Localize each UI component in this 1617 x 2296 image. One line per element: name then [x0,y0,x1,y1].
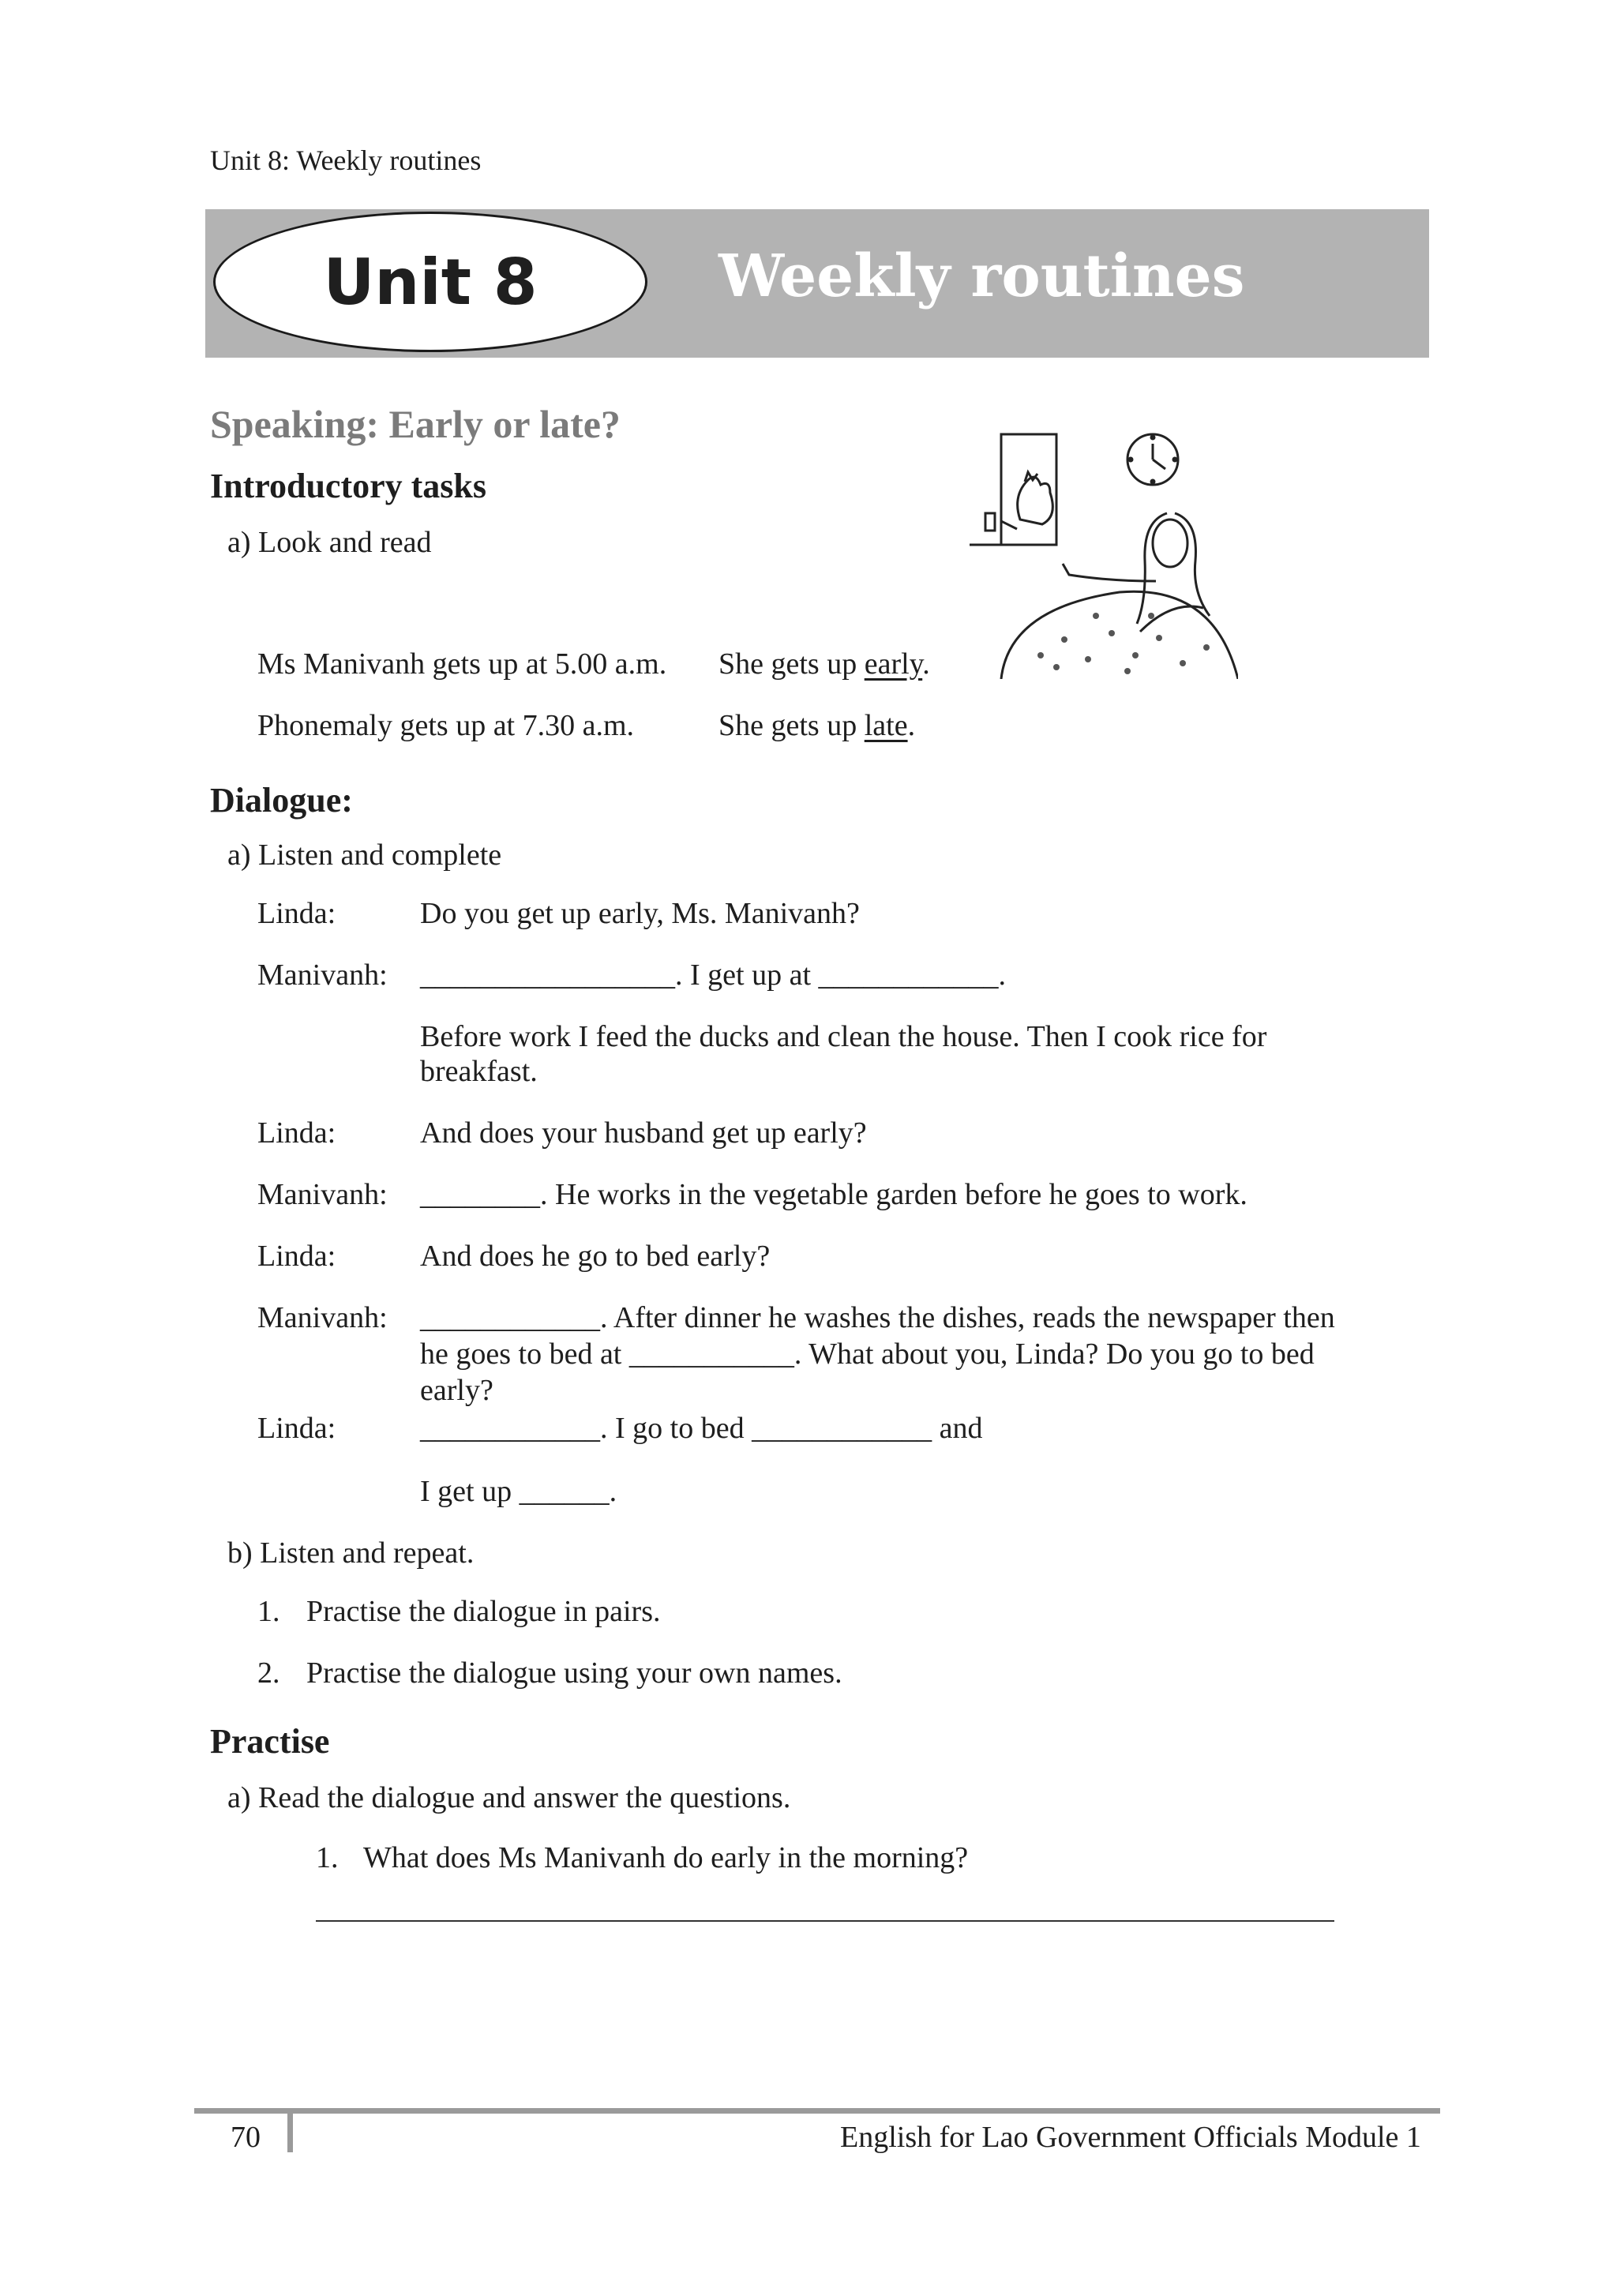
list-item: Practise the dialogue in pairs. [306,1595,661,1628]
window-frame [1001,434,1056,545]
footer-divider [287,2113,293,2152]
task-read-answer: a) Read the dialogue and answer the questions. [227,1781,791,1814]
dialogue-line: ____________. After dinner he washes the dishes, reads the newspaper then [420,1301,1335,1334]
speaker-manivanh: Manivanh: [257,959,388,992]
dialogue-line-cont: early? [420,1374,493,1407]
unit-oval [213,212,647,352]
list-number: 1. [257,1595,280,1628]
unit-banner [205,209,1429,358]
answer-line[interactable] [316,1920,1334,1922]
speaker-linda: Linda: [257,1116,336,1150]
footer-rule [194,2108,1440,2114]
unit-number: Unit 8 [323,245,538,319]
woman-waking-illustration [970,426,1238,679]
sentence-2-right: She gets up late. [718,709,916,742]
running-head: Unit 8: Weekly routines [210,144,482,176]
list-item: Practise the dialogue using your own names. [306,1656,842,1690]
task-listen-complete: a) Listen and complete [227,838,502,872]
speaker-manivanh: Manivanh: [257,1301,388,1334]
dialogue-line: And does your husband get up early? [420,1116,867,1150]
clock-icon [1127,434,1178,485]
speaker-linda: Linda: [257,1412,336,1445]
speaker-linda: Linda: [257,897,336,930]
rooster-icon [985,472,1052,531]
word-late: late [864,709,908,742]
dialogue-line: I get up ______. [420,1475,617,1508]
dialogue-line: _________________. I get up at ____________. [420,959,1007,992]
dialogue-line: Do you get up early, Ms. Manivanh? [420,897,860,930]
task-look-read: a) Look and read [227,526,432,559]
practise-heading: Practise [210,1722,330,1761]
dialogue-line: ________. He works in the vegetable garden before he goes to work. [420,1178,1247,1211]
dialogue-line: Before work I feed the ducks and clean the house. Then I cook rice for [420,1020,1267,1053]
sentence-2-left: Phonemaly gets up at 7.30 a.m. [257,709,635,742]
sentence-1-left: Ms Manivanh gets up at 5.00 a.m. [257,647,667,681]
intro-tasks-heading: Introductory tasks [210,467,487,505]
dialogue-line: And does he go to bed early? [420,1240,771,1273]
speaker-manivanh: Manivanh: [257,1178,388,1211]
sentence-1-right: She gets up early. [718,647,930,681]
dialogue-line-cont: breakfast. [420,1055,538,1088]
speaker-linda: Linda: [257,1240,336,1273]
dialogue-heading: Dialogue: [210,781,353,820]
speaking-heading: Speaking: Early or late? [210,402,621,446]
footer-title: English for Lao Government Officials Module 1 [840,2121,1421,2154]
dialogue-line-cont: he goes to bed at ___________. What about you, Linda? Do you go to bed [420,1337,1315,1371]
task-listen-repeat: b) Listen and repeat. [227,1536,475,1570]
list-number: 2. [257,1656,280,1690]
word-early: early [864,647,923,681]
dialogue-line: ____________. I go to bed ____________ and [420,1412,983,1445]
question-number: 1. [316,1841,339,1874]
page-number: 70 [231,2121,261,2154]
woman-figure [1063,513,1210,632]
unit-title: Weekly routines [718,242,1245,310]
question-text: What does Ms Manivanh do early in the morning? [363,1841,969,1874]
